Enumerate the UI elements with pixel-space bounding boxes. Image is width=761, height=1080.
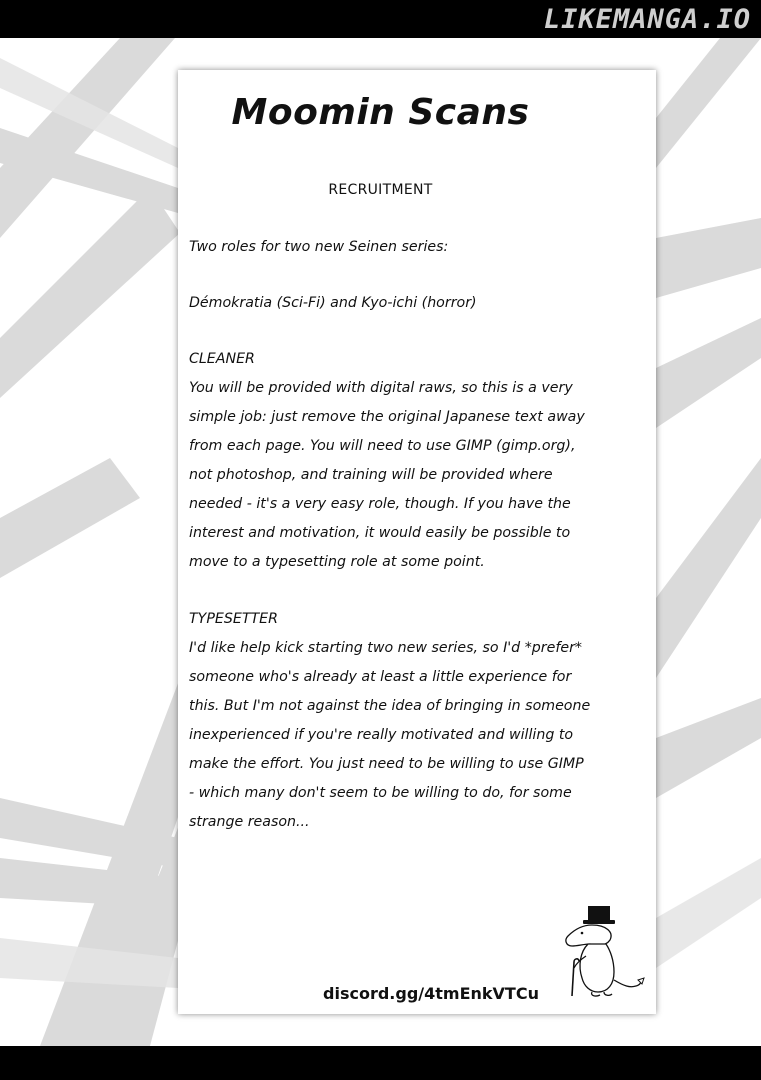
site-watermark: LIKEMANGA.IO bbox=[543, 4, 751, 35]
section-heading-typesetter: TYPESETTER bbox=[189, 611, 278, 627]
recruitment-heading: RECRUITMENT bbox=[328, 182, 433, 198]
cleaner-section bbox=[189, 345, 644, 577]
text-line: inexperienced if you're really motivated and willing to bbox=[189, 727, 574, 743]
top-hat-icon bbox=[588, 906, 610, 922]
text-line: needed - it's a very easy role, though. If you have the bbox=[189, 496, 571, 512]
text-line: someone who's already at least a little experience for bbox=[189, 669, 572, 685]
text-line: from each page. You will need to use GIMP (gimp.org), bbox=[189, 438, 576, 454]
text-line: interest and motivation, it would easily be possible to bbox=[189, 525, 571, 541]
moomin-illustration bbox=[552, 900, 652, 1000]
section-heading-cleaner: CLEANER bbox=[189, 351, 255, 367]
text-line: You will be provided with digital raws, so this is a very bbox=[189, 380, 573, 396]
text-line: simple job: just remove the original Japanese text away bbox=[189, 409, 585, 425]
typesetter-section bbox=[189, 605, 644, 837]
bottom-bar bbox=[0, 1046, 761, 1080]
discord-invite-link[interactable]: discord.gg/4tmEnkVTCu bbox=[323, 984, 539, 1003]
text-line: Démokratia (Sci-Fi) and Kyo-ichi (horror) bbox=[189, 295, 477, 311]
series-paragraph bbox=[189, 289, 644, 318]
top-bar bbox=[0, 0, 761, 38]
text-line: this. But I'm not against the idea of bringing in someone bbox=[189, 698, 591, 714]
text-line: make the effort. You just need to be willing to use GIMP bbox=[189, 756, 584, 772]
page-title: Moomin Scans bbox=[231, 92, 530, 133]
text-line: Two roles for two new Seinen series: bbox=[189, 239, 449, 255]
text-line: strange reason... bbox=[189, 814, 310, 830]
cane-icon bbox=[572, 962, 574, 996]
text-line: - which many don't seem to be willing to do, for some bbox=[189, 785, 572, 801]
text-line: move to a typesetting role at some point. bbox=[189, 554, 485, 570]
intro-paragraph bbox=[189, 233, 644, 262]
text-line: I'd like help kick starting two new series, so I'd *prefer* bbox=[189, 640, 583, 656]
text-line: not photoshop, and training will be provided where bbox=[189, 467, 553, 483]
